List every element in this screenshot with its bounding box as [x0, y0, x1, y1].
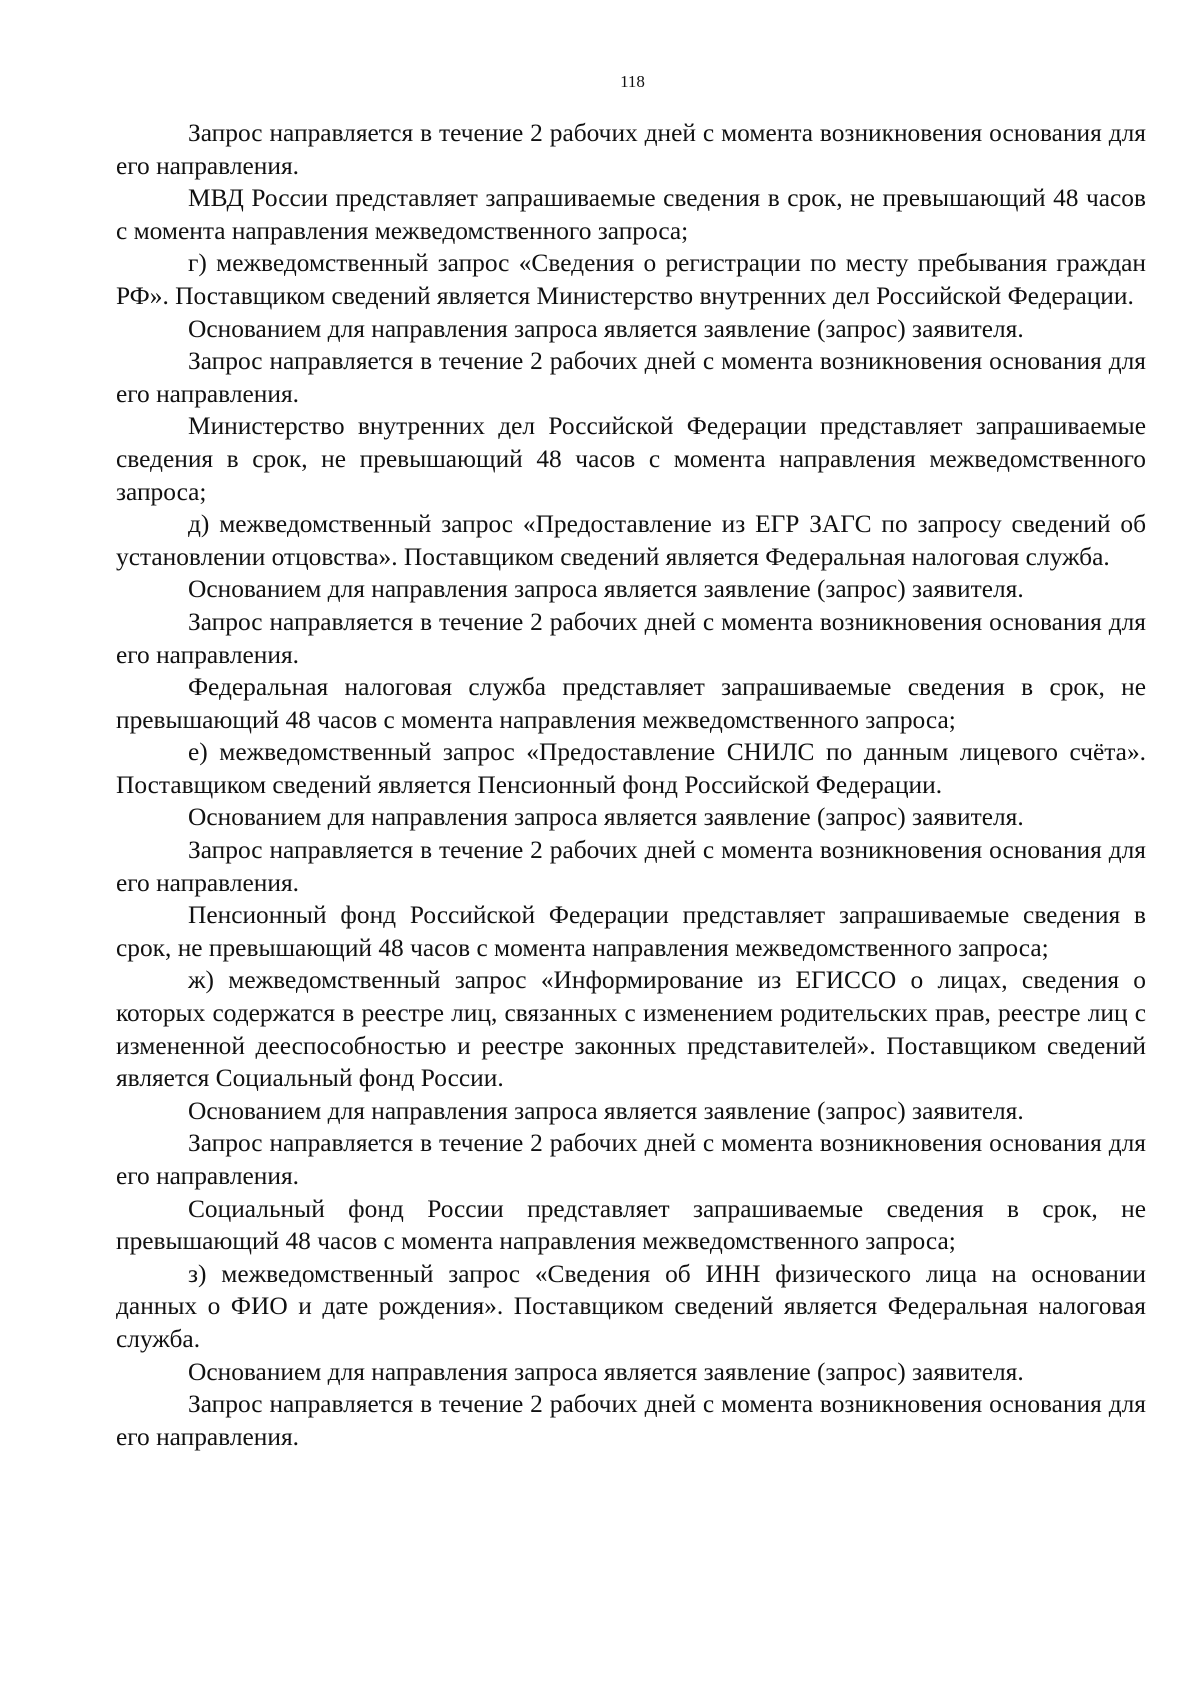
paragraph-14: Пенсионный фонд Российской Федерации представляет запрашиваемые сведения в срок, не превышающий 48 часов с момента направления межведомственного запроса; [116, 901, 1146, 962]
document-body [116, 117, 1146, 1453]
paragraph-5: Запрос направляется в течение 2 рабочих дней с момента возникновения основания для его направления. [116, 347, 1146, 408]
paragraph-1: Запрос направляется в течение 2 рабочих дней с момента возникновения основания для его направления. [116, 119, 1146, 180]
paragraph-12: Основанием для направления запроса является заявление (запрос) заявителя. [188, 803, 1024, 832]
page-number: 118 [620, 72, 645, 91]
paragraph-21: Запрос направляется в течение 2 рабочих дней с момента возникновения основания для его направления. [116, 1390, 1146, 1451]
paragraph-6: Министерство внутренних дел Российской Федерации представляет запрашиваемые сведения в срок, не превышающий 48 часов с момента направления межведомственного запроса; [116, 412, 1146, 506]
paragraph-8: Основанием для направления запроса является заявление (запрос) заявителя. [188, 575, 1024, 604]
paragraph-7: д) межведомственный запрос «Предоставление из ЕГР ЗАГС по запросу сведений об установлении отцовства». Поставщиком сведений является Федеральная налоговая служба. [116, 510, 1146, 571]
paragraph-4: Основанием для направления запроса является заявление (запрос) заявителя. [188, 314, 1024, 343]
paragraph-10: Федеральная налоговая служба представляет запрашиваемые сведения в срок, не превышающий 48 часов с момента направления межведомственного запроса; [116, 673, 1146, 734]
paragraph-16: Основанием для направления запроса является заявление (запрос) заявителя. [188, 1096, 1024, 1125]
paragraph-3: г) межведомственный запрос «Сведения о регистрации по месту пребывания граждан РФ». Поставщиком сведений является Министерство внутренних дел Российской Федерации. [116, 249, 1146, 310]
paragraph-17: Запрос направляется в течение 2 рабочих дней с момента возникновения основания для его направления. [116, 1129, 1146, 1190]
paragraph-2: МВД России представляет запрашиваемые сведения в срок, не превышающий 48 часов с момента направления межведомственного запроса; [116, 184, 1146, 245]
paragraph-19: з) межведомственный запрос «Сведения об ИНН физического лица на основании данных о ФИО и дате рождения». Поставщиком сведений является Федеральная налоговая служба. [116, 1259, 1146, 1353]
paragraph-9: Запрос направляется в течение 2 рабочих дней с момента возникновения основания для его направления. [116, 607, 1146, 669]
paragraph-20: Основанием для направления запроса является заявление (запрос) заявителя. [188, 1357, 1024, 1386]
paragraph-15: ж) межведомственный запрос «Информирование из ЕГИССО о лицах, сведения о которых содержатся в реестре лиц, связанных с изменением родительских прав, реестре лиц с измененной дееспособностью и реестре законных представителей». Поставщиком сведений является Социальный фонд России. [116, 966, 1146, 1093]
paragraph-18: Социальный фонд России представляет запрашиваемые сведения в срок, не превышающий 48 часов с момента направления межведомственного запроса; [116, 1194, 1146, 1256]
paragraph-13: Запрос направляется в течение 2 рабочих дней с момента возникновения основания для его направления. [116, 836, 1146, 897]
paragraph-11: е) межведомственный запрос «Предоставление СНИЛС по данным лицевого счёта». Поставщиком сведений является Пенсионный фонд Российской Федерации. [116, 738, 1146, 799]
